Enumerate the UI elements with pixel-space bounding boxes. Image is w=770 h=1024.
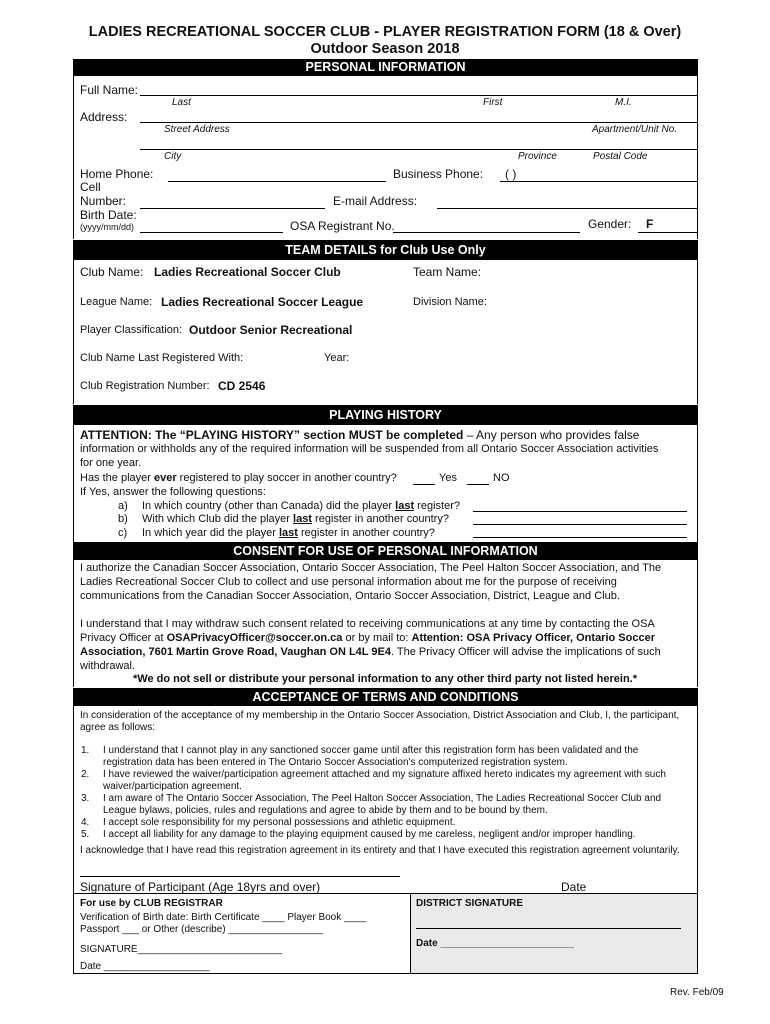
yes-blank[interactable] xyxy=(413,484,435,485)
section-bar-personal-information: PERSONAL INFORMATION xyxy=(73,59,698,76)
league-name-value: Ladies Recreational Soccer League xyxy=(161,295,364,309)
border-left xyxy=(73,560,74,687)
term-5-line-1: I accept all liability for any damage to the playing equipment caused by me careless, negligent and/or improper handling. xyxy=(103,829,636,840)
border-left xyxy=(73,260,74,404)
email-field[interactable] xyxy=(437,208,697,209)
term-4-number: 4. xyxy=(81,817,90,828)
border-right xyxy=(697,560,698,687)
registrar-title: For use by CLUB REGISTRAR xyxy=(80,898,223,909)
question-ever: ever xyxy=(153,472,177,484)
question-b-field[interactable] xyxy=(473,524,687,525)
question-b-last: last xyxy=(293,513,312,525)
no-sell-notice: *We do not sell or distribute your personal information to any other third party not listed herein.* xyxy=(132,673,637,685)
district-signature-title: DISTRICT SIGNATURE xyxy=(416,898,524,909)
attention-heading: ATTENTION: The “PLAYING HISTORY” section MUST be completed xyxy=(80,428,464,442)
question-a-prefix: In which country (other than Canada) did the player xyxy=(142,500,396,512)
attention-text: – Any person who provides false xyxy=(463,428,640,442)
birth-verification-line[interactable]: Verification of Birth date: Birth Certificate ____ Player Book ____ xyxy=(80,912,367,923)
home-phone-label: Home Phone: xyxy=(80,167,154,181)
border-right xyxy=(697,706,698,893)
term-2-number: 2. xyxy=(81,769,90,780)
question-c-letter: c) xyxy=(118,527,128,539)
consent-paragraph-1-line-2: Ladies Recreational Soccer Club to collect and use personal information about me for the purpose of receiving xyxy=(80,576,617,588)
full-name-label: Full Name: xyxy=(80,83,139,97)
player-classification-label: Player Classification: xyxy=(80,324,183,336)
city-field[interactable] xyxy=(140,149,697,150)
term-2-line-2: waiver/participation agreement. xyxy=(103,781,242,792)
privacy-officer-email[interactable]: OSAPrivacyOfficer@soccer.on.ca xyxy=(166,632,343,644)
passport-line[interactable]: Passport ___ or Other (describe) _________________ xyxy=(80,924,323,935)
participant-date-label: Date xyxy=(561,880,587,894)
osa-registrant-label: OSA Registrant No. xyxy=(290,219,395,233)
birth-date-format: (yyyy/mm/dd) xyxy=(80,222,134,232)
club-registration-number-value: CD 2546 xyxy=(218,379,266,393)
term-3-line-1: I am aware of The Ontario Soccer Association, The Peel Halton Soccer Association, The Ladies Recreational Soccer Club and xyxy=(103,793,662,804)
club-name-value: Ladies Recreational Soccer Club xyxy=(154,265,341,279)
question-c-field[interactable] xyxy=(473,537,687,538)
term-5-number: 5. xyxy=(81,829,90,840)
attention-line-3: for one year. xyxy=(80,457,142,469)
league-name-label: League Name: xyxy=(80,296,153,308)
business-phone-field[interactable] xyxy=(500,181,697,182)
term-2-line-1: I have reviewed the waiver/participation agreement attached and my signature affixed hereto indicates my agreement with such xyxy=(103,769,666,780)
term-1-line-1: I understand that I cannot play in any sanctioned soccer game until after this registration form has been validated and the xyxy=(103,745,639,756)
attention-line-2: information or withholds any of the required information will be suspended from all Ontario Soccer Association activities xyxy=(80,443,659,455)
cell-label: Cell xyxy=(80,180,101,194)
participant-signature-label: Signature of Participant (Age 18yrs and over) xyxy=(80,880,321,894)
club-name-label: Club Name: xyxy=(80,265,144,279)
street-address-caption: Street Address xyxy=(164,124,230,135)
email-label: E-mail Address: xyxy=(333,194,418,208)
registrar-date-line[interactable]: Date ___________________ xyxy=(80,961,210,972)
team-name-label: Team Name: xyxy=(413,265,482,279)
gender-field[interactable] xyxy=(638,232,697,233)
privacy-attention: Attention: OSA Privacy Officer, Ontario Soccer xyxy=(411,632,655,644)
term-4-line-1: I accept sole responsibility for my personal possessions and athletic equipment. xyxy=(103,817,456,828)
section-bar-playing-history: PLAYING HISTORY xyxy=(73,405,698,425)
year-label: Year: xyxy=(324,352,350,364)
border-right xyxy=(697,76,698,239)
privacy-address: Association, 7601 Martin Grove Road, Vaughan ON L4L 9E4 xyxy=(80,646,391,658)
question-a-field[interactable] xyxy=(473,511,687,512)
if-yes-text: If Yes, answer the following questions: xyxy=(80,486,266,498)
term-1-number: 1. xyxy=(81,745,90,756)
term-3-line-2: League bylaws, policies, rules and regulations and agree to abide by them and to be bound by them. xyxy=(103,805,548,816)
business-phone-value: ( ) xyxy=(505,167,517,181)
registrar-bottom-border xyxy=(73,973,698,974)
first-name-caption: First xyxy=(483,97,503,108)
no-label: NO xyxy=(493,472,510,484)
gender-label: Gender: xyxy=(588,217,632,231)
terms-intro-line-1: In consideration of the acceptance of my membership in the Ontario Soccer Association, District Association and Club, I, the participant, xyxy=(80,710,680,721)
middle-initial-caption: M.I. xyxy=(615,97,632,108)
osa-registrant-field[interactable] xyxy=(393,232,580,233)
registrar-signature-line[interactable]: SIGNATURE__________________________ xyxy=(80,944,283,955)
cell-number-label: Number: xyxy=(80,194,127,208)
home-phone-field[interactable] xyxy=(168,181,386,182)
border-left xyxy=(73,706,74,893)
term-3-number: 3. xyxy=(81,793,90,804)
gender-value: F xyxy=(646,217,654,231)
province-caption: Province xyxy=(518,151,557,162)
acknowledge-text: I acknowledge that I have read this registration agreement in its entirety and that I have executed this registration agreement voluntarily. xyxy=(80,845,680,856)
birth-date-label: Birth Date: xyxy=(80,208,137,222)
term-1-line-2: registration data has been entered in The Ontario Soccer Association's computerized registration system. xyxy=(103,757,568,768)
address-label: Address: xyxy=(80,110,128,124)
city-caption: City xyxy=(164,151,182,162)
revision-label: Rev. Feb/09 xyxy=(670,987,724,998)
question-b-prefix: With which Club did the player xyxy=(142,513,294,525)
section-bar-terms: ACCEPTANCE OF TERMS AND CONDITIONS xyxy=(73,688,698,706)
question-c-suffix: register in another country? xyxy=(297,527,435,539)
border-right xyxy=(697,425,698,542)
consent-paragraph-1-line-3: communications from the Canadian Soccer Association, Ontario Soccer Association, District, League and Club. xyxy=(80,590,620,602)
privacy-mail-text: or by mail to: xyxy=(342,632,412,644)
border-right xyxy=(697,260,698,404)
question-b-suffix: register in another country? xyxy=(311,513,449,525)
form-title: LADIES RECREATIONAL SOCCER CLUB - PLAYER REGISTRATION FORM (18 & Over) xyxy=(88,24,682,40)
border-left xyxy=(73,893,74,973)
border-right xyxy=(697,893,698,973)
cell-number-field[interactable] xyxy=(140,208,325,209)
club-registration-number-label: Club Registration Number: xyxy=(80,380,210,392)
privacy-implications: . The Privacy Officer will advise the implications of such xyxy=(390,646,661,658)
question-suffix: registered to play soccer in another country? xyxy=(176,472,397,484)
question-prefix: Has the player xyxy=(80,472,154,484)
birth-date-field[interactable] xyxy=(140,232,283,233)
participant-signature-field[interactable] xyxy=(80,876,400,877)
consent-paragraph-1-line-1: I authorize the Canadian Soccer Association, Ontario Soccer Association, The Peel Halton Soccer Association, and The xyxy=(80,562,662,574)
border-left xyxy=(73,425,74,542)
section-bar-team-details: TEAM DETAILS for Club Use Only xyxy=(73,240,698,260)
no-blank[interactable] xyxy=(467,484,489,485)
question-a-last: last xyxy=(395,500,415,512)
business-phone-label: Business Phone: xyxy=(393,167,484,181)
last-registered-label: Club Name Last Registered With: xyxy=(80,352,244,364)
section-bar-consent: CONSENT FOR USE OF PERSONAL INFORMATION xyxy=(73,542,698,560)
division-name-label: Division Name: xyxy=(413,296,487,308)
question-a-letter: a) xyxy=(118,500,128,512)
last-name-caption: Last xyxy=(172,97,191,108)
postal-code-caption: Postal Code xyxy=(593,151,648,162)
street-address-field[interactable] xyxy=(140,122,697,123)
question-b-letter: b) xyxy=(118,513,128,525)
terms-intro-line-2: agree as follows: xyxy=(80,722,156,733)
apartment-caption: Apartment/Unit No. xyxy=(592,124,678,135)
player-classification-value: Outdoor Senior Recreational xyxy=(189,323,353,337)
withdrawal-text: withdrawal. xyxy=(80,660,136,672)
question-a-suffix: register? xyxy=(414,500,460,512)
privacy-officer-prefix: Privacy Officer at xyxy=(80,632,167,644)
yes-label: Yes xyxy=(439,472,457,484)
form-subtitle: Outdoor Season 2018 xyxy=(310,41,460,57)
consent-paragraph-2-line-1: I understand that I may withdraw such consent related to receiving communications at any time by contacting the OSA xyxy=(80,618,655,630)
full-name-field[interactable] xyxy=(140,95,697,96)
district-date-line[interactable]: Date ________________________ xyxy=(416,938,574,949)
border-left xyxy=(73,76,74,239)
question-c-prefix: In which year did the player xyxy=(142,527,279,539)
district-signature-field[interactable] xyxy=(416,928,681,929)
question-c-last: last xyxy=(278,527,298,539)
